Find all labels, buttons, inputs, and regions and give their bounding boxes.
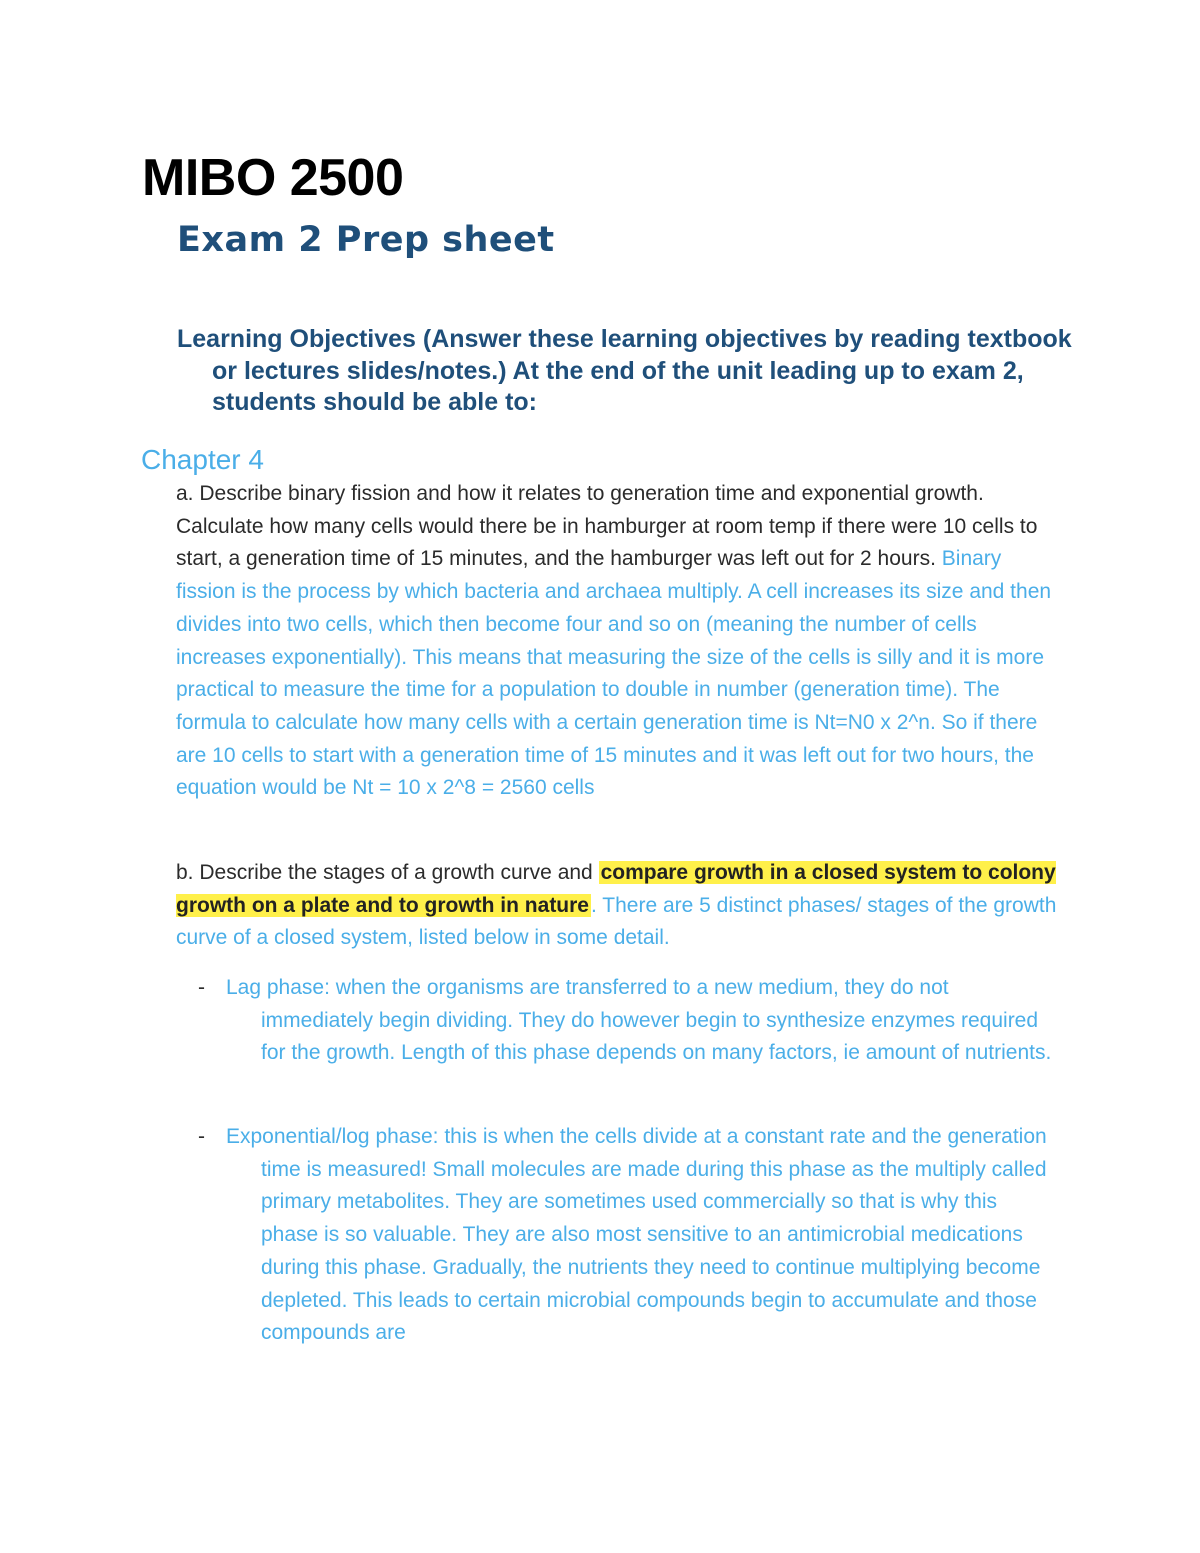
section-b-question: b. Describe the stages of a growth curve and: [176, 861, 593, 884]
list-item-text: Lag phase: when the organisms are transferred to a new medium, they do not immediately begin dividing. They do however begin to synthesize enzymes required for the growth. Length of this phase depends on many factors, ie amount of nutrients.: [226, 976, 1052, 1065]
dash-bullet-icon: -: [198, 1125, 205, 1148]
section-a-question: a. Describe binary fission and how it relates to generation time and exponential growth. Calculate how many cells would there be in hamburger at room temp if there were 10 cells to start, a generation time of 15 minutes, and the hamburger was left out for 2 hours.: [176, 482, 1038, 571]
section-a-answer: Binary fission is the process by which bacteria and archaea multiply. A cell increases its size and then divides into two cells, which then become four and so on (meaning the number of cells increases exponentially). This means that measuring the size of the cells is silly and it is more practical to measure the time for a population to double in number (generation time). The formula to calculate how many cells with a certain generation time is Nt=N0 x 2^n. So if there are 10 cells to start with a generation time of 15 minutes and it was left out for two hours, the equation would be Nt = 10 x 2^8 = 2560 cells: [176, 547, 1052, 800]
document-subtitle: Exam 2 Prep sheet: [177, 220, 555, 260]
list-item-log-phase: [198, 1121, 1058, 1350]
document-title: MIBO 2500: [142, 149, 404, 207]
dash-bullet-icon: -: [198, 976, 205, 999]
section-b-highlight: compare growth in a closed system to colony growth on a plate and to growth in nature: [176, 861, 1056, 917]
learning-objectives: Learning Objectives (Answer these learning objectives by reading textbook or lectures slides/notes.) At the end of the unit leading up to exam 2, students should be able to:: [177, 325, 1072, 416]
list-item-text: Exponential/log phase: this is when the cells divide at a constant rate and the generation time is measured! Small molecules are made during this phase as the multiply called primary metabolites. They are sometimes used commercially so that is why this phase is so valuable. They are also most sensitive to an antimicrobial medications during this phase. Gradually, the nutrients they need to continue multiplying become depleted. This leads to certain microbial compounds begin to accumulate and those compounds are: [226, 1125, 1047, 1345]
chapter-heading: Chapter 4: [141, 444, 264, 475]
section-b: [176, 857, 1062, 955]
list-item-lag-phase: [198, 972, 1058, 1070]
section-b-answer: . There are 5 distinct phases/ stages of the growth curve of a closed system, listed below in some detail.: [176, 893, 1057, 950]
section-a: [176, 478, 1062, 805]
